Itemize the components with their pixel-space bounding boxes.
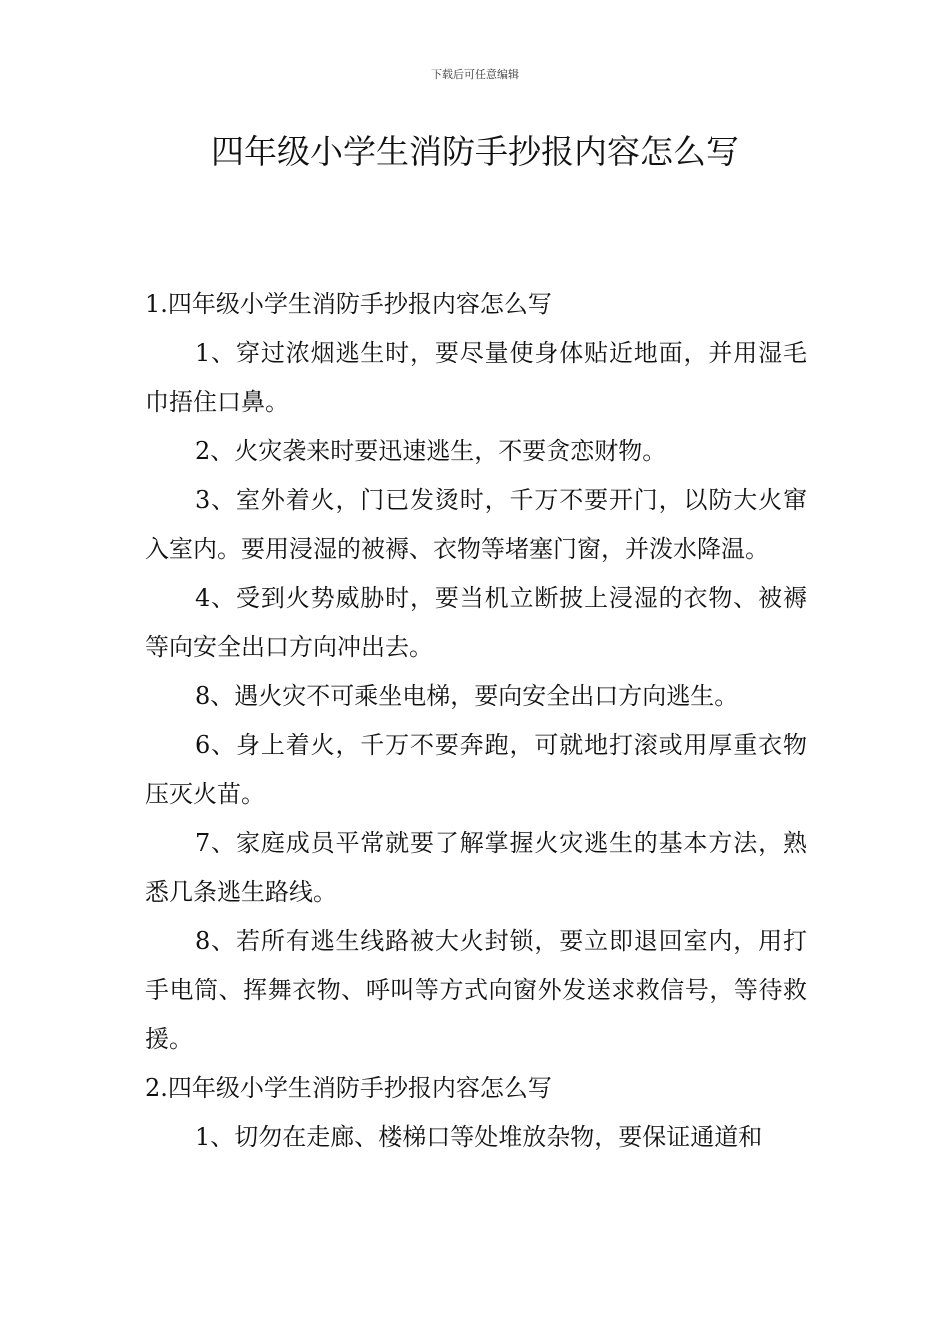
paragraph: 7、家庭成员平常就要了解掌握火灾逃生的基本方法，熟悉几条逃生路线。 bbox=[145, 829, 807, 906]
paragraph: 1、切勿在走廊、楼梯口等处堆放杂物，要保证通道和 bbox=[195, 1123, 763, 1151]
paragraph: 1、穿过浓烟逃生时，要尽量使身体贴近地面，并用湿毛巾捂住口鼻。 bbox=[145, 339, 807, 416]
document-title: 四年级小学生消防手抄报内容怎么写 bbox=[211, 132, 739, 171]
paragraph: 4、受到火势威胁时，要当机立断披上浸湿的衣物、被褥等向安全出口方向冲出去。 bbox=[145, 584, 807, 661]
paragraph: 8、若所有逃生线路被大火封锁，要立即退回室内，用打手电筒、挥舞衣物、呼叫等方式向窗外发送求救信号，等待救援。 bbox=[145, 927, 807, 1053]
header-note: 下载后可任意编辑 bbox=[431, 68, 519, 81]
paragraph: 3、室外着火，门已发烫时，千万不要开门，以防大火窜入室内。要用浸湿的被褥、衣物等堵塞门窗，并泼水降温。 bbox=[145, 486, 807, 563]
paragraph: 8、遇火灾不可乘坐电梯，要向安全出口方向逃生。 bbox=[195, 682, 739, 710]
section-heading: 2.四年级小学生消防手抄报内容怎么写 bbox=[145, 1074, 552, 1102]
paragraph: 6、身上着火，千万不要奔跑，可就地打滚或用厚重衣物压灭火苗。 bbox=[145, 731, 807, 808]
section-heading: 1.四年级小学生消防手抄报内容怎么写 bbox=[145, 290, 552, 318]
document-body bbox=[145, 280, 807, 1162]
paragraph: 2、火灾袭来时要迅速逃生，不要贪恋财物。 bbox=[195, 437, 667, 465]
